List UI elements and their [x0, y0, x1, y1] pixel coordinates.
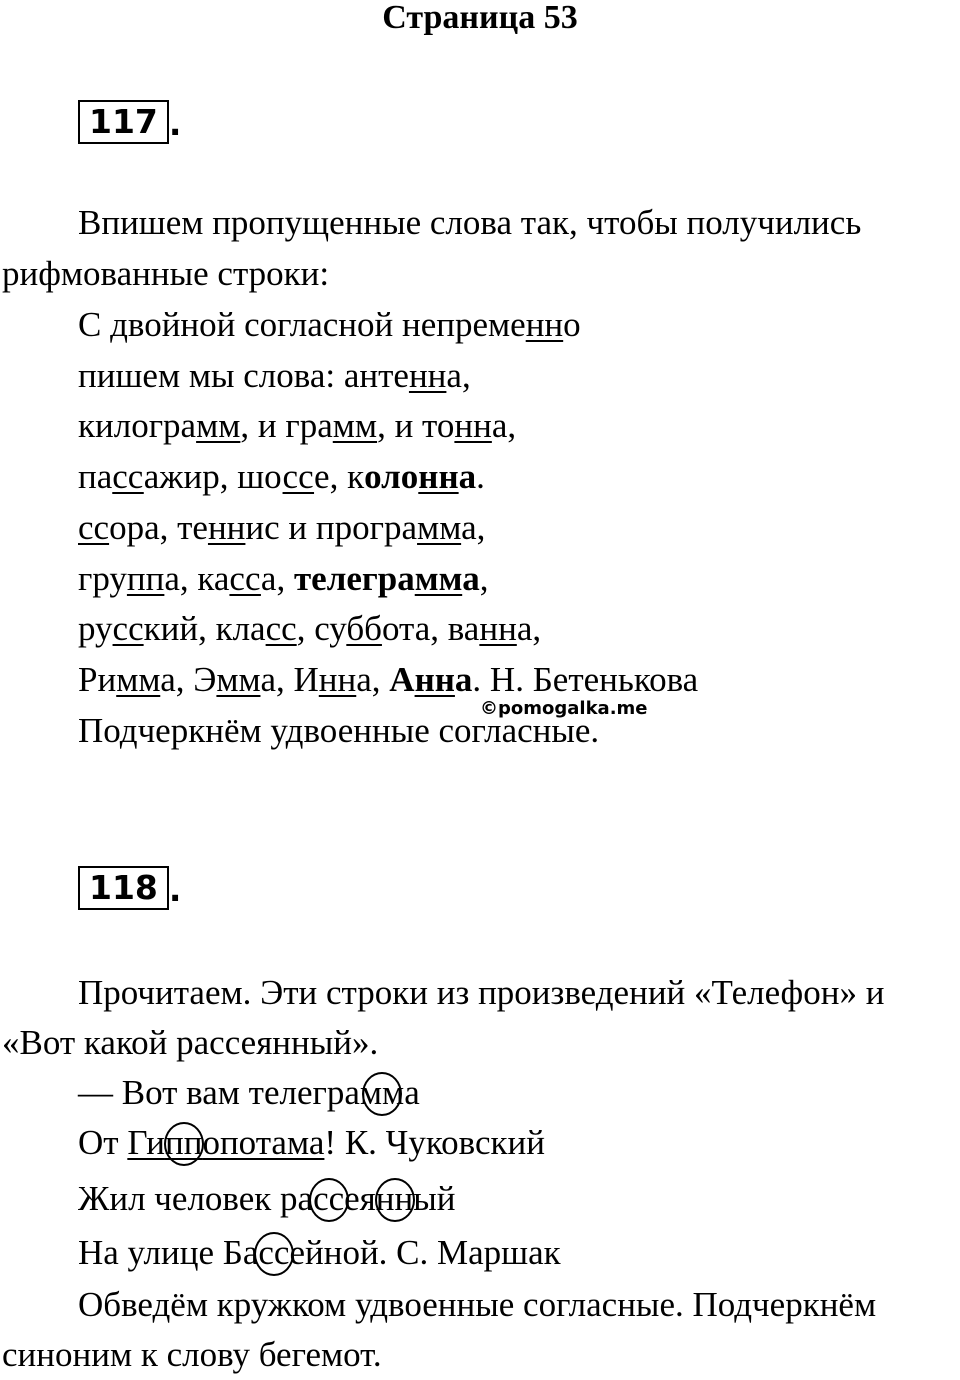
poem-line-2: пишем мы слова: антенна, — [78, 356, 471, 395]
task-118-intro-line-2: «Вот какой рассеянный». — [2, 1023, 379, 1062]
watermark: ©pomogalka.me — [480, 698, 648, 719]
quote-line-2: От Гиппопотама! К. Чуковский — [78, 1123, 545, 1162]
quote-line-4: На улице Бассейной. С. Маршак — [78, 1233, 561, 1272]
circled-letters: мм — [359, 1073, 405, 1112]
poem-line-6: группа, касса, телеграмма, — [78, 559, 489, 598]
task-number-dot: . — [168, 870, 182, 909]
task-118-outro-line-1: Обведём кружком удвоенные согласные. Подчеркнём — [78, 1285, 877, 1324]
poem-line-8: Римма, Эмма, Инна, Анна. Н. Бетенькова — [78, 660, 699, 699]
task-118-outro-line-2: синоним к слову бегемот. — [2, 1335, 382, 1374]
circled-letters: пп — [164, 1123, 203, 1162]
task-117-number — [78, 100, 181, 144]
page-title: Страница 53 — [382, 0, 578, 36]
poem-line-1: С двойной согласной непременно — [78, 305, 581, 344]
quote-line-3: Жил человек рассеянный — [78, 1179, 456, 1218]
poem-line-4: пассажир, шоссе, колонна. — [78, 457, 485, 496]
circled-letters: нн — [375, 1179, 414, 1218]
poem-line-7: русский, класс, суббота, ванна, — [78, 609, 542, 648]
task-number-box: 118 — [78, 866, 169, 910]
circled-letters: сс — [258, 1233, 290, 1272]
task-number-dot: . — [168, 104, 182, 143]
task-117-outro: Подчеркнём удвоенные согласные. — [78, 711, 600, 750]
poem-line-3: килограмм, и грамм, и тонна, — [78, 406, 517, 445]
task-117-intro-line-1: Впишем пропущенные слова так, чтобы получились — [78, 203, 862, 242]
circled-letters: сс — [313, 1179, 345, 1218]
task-number-box: 117 — [78, 100, 169, 144]
quote-line-1: — Вот вам телеграмма — [78, 1073, 420, 1112]
task-118-number — [78, 866, 181, 910]
task-117-intro-line-2: рифмованные строки: — [2, 254, 330, 293]
poem-line-5: ссора, теннис и программа, — [78, 508, 486, 547]
task-118-intro-line-1: Прочитаем. Эти строки из произведений «Телефон» и — [78, 973, 885, 1012]
